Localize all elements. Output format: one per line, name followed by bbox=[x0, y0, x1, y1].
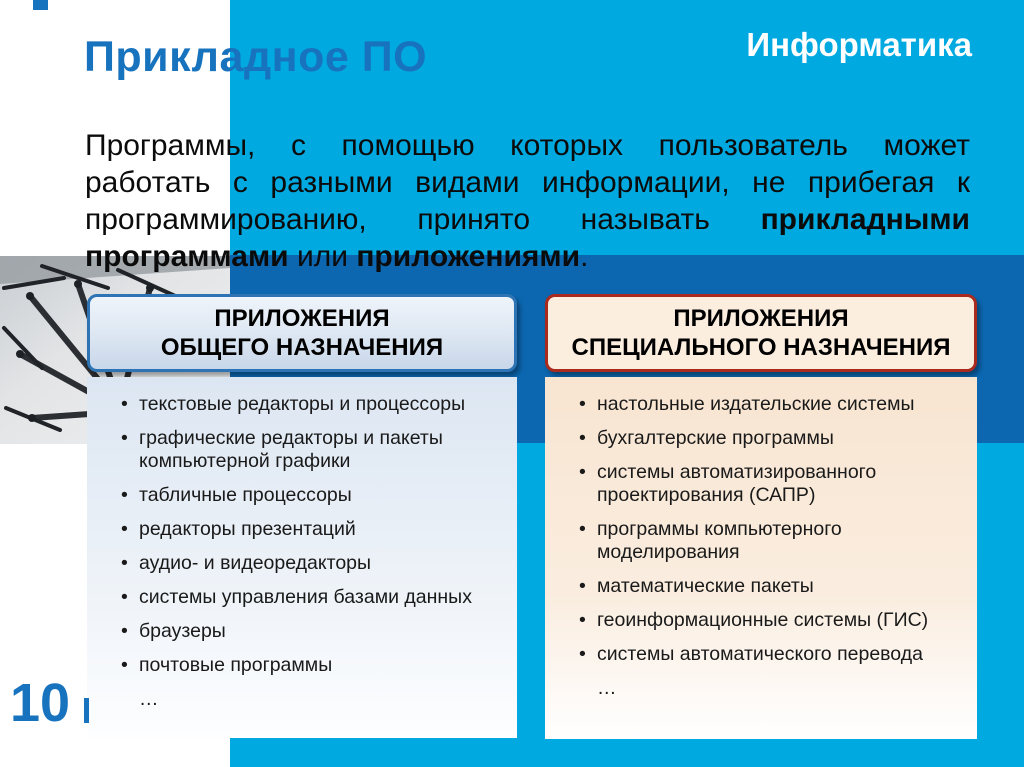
list-item: • табличные процессоры bbox=[119, 484, 505, 507]
list-item: • аудио- и видеоредакторы bbox=[119, 552, 505, 575]
list-item: • системы автоматического перевода bbox=[577, 643, 965, 666]
special-apps-header-line2: СПЕЦИАЛЬНОГО НАЗНАЧЕНИЯ bbox=[571, 334, 951, 361]
intro-paragraph bbox=[85, 127, 970, 275]
list-item: • почтовые программы bbox=[119, 654, 505, 677]
intro-text: работать с разными видами информации, не прибегая к bbox=[85, 166, 970, 199]
list-item: • математические пакеты bbox=[577, 575, 965, 598]
general-apps-header-line1: ПРИЛОЖЕНИЯ bbox=[214, 305, 390, 332]
list-item: • системы автоматизированного проектирования (САПР) bbox=[577, 461, 965, 507]
list-item: • графические редакторы и пакеты компьютерной графики bbox=[119, 427, 505, 473]
list-item: • программы компьютерного моделирования bbox=[577, 518, 965, 564]
list-item: • системы управления базами данных bbox=[119, 586, 505, 609]
special-apps-list bbox=[545, 377, 977, 666]
intro-bold-text: прикладными bbox=[760, 203, 970, 236]
intro-text: программированию, принято называть bbox=[85, 203, 710, 236]
special-apps-header bbox=[545, 294, 977, 372]
list-item: • редакторы презентаций bbox=[119, 518, 505, 541]
intro-bold-text: приложениями bbox=[356, 240, 581, 273]
list-ellipsis: … bbox=[139, 688, 159, 710]
general-apps-header bbox=[87, 294, 517, 372]
intro-bold-text: программами bbox=[85, 240, 289, 273]
page-number: 10 bbox=[10, 673, 71, 733]
general-apps-list bbox=[87, 377, 517, 677]
course-label: Информатика bbox=[746, 26, 972, 63]
special-apps-header-line1: ПРИЛОЖЕНИЯ bbox=[673, 305, 849, 332]
corner-accent bbox=[33, 0, 48, 10]
list-ellipsis: … bbox=[597, 677, 617, 699]
intro-line-3 bbox=[85, 201, 970, 238]
intro-text: Программы, с помощью которых пользователь может bbox=[85, 129, 970, 162]
list-item: • настольные издательские системы bbox=[577, 393, 965, 416]
page-number-divider bbox=[84, 698, 89, 723]
list-item: • браузеры bbox=[119, 620, 505, 643]
list-item: • геоинформационные системы (ГИС) bbox=[577, 609, 965, 632]
intro-text: или bbox=[296, 240, 348, 273]
general-apps-panel bbox=[87, 377, 517, 738]
special-apps-panel bbox=[545, 377, 977, 739]
intro-line-2 bbox=[85, 164, 970, 201]
intro-text: . bbox=[580, 240, 589, 273]
general-apps-header-line2: ОБЩЕГО НАЗНАЧЕНИЯ bbox=[160, 334, 444, 361]
intro-line-1 bbox=[85, 127, 970, 164]
list-item: • бухгалтерские программы bbox=[577, 427, 965, 450]
slide-title: Прикладное ПО bbox=[84, 33, 428, 81]
intro-line-4 bbox=[85, 238, 970, 275]
list-item: • текстовые редакторы и процессоры bbox=[119, 393, 505, 416]
